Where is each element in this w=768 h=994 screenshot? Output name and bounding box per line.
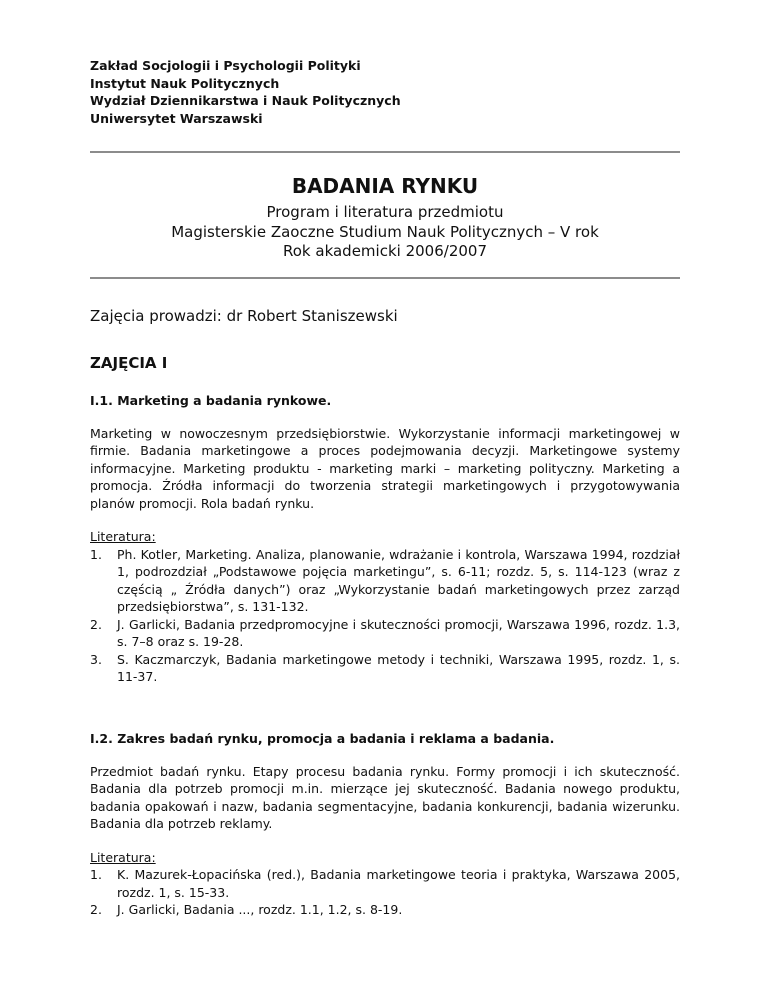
topic-description: Marketing w nowoczesnym przedsiębiorstwie. Wykorzystanie informacji marketingowej w firmie. Badania marketingowe a proces podejmowania decyzji. Marketingowe systemy informacyjne. Marketing produktu - marketing marki – marketing polityczny. Marketing a promocja. Źródła informacji do tworzenia strategii marketingowych i przygotowywania planów promocji. Rola badań rynku. xyxy=(90,425,680,511)
literature-item-text: J. Garlicki, Badania ..., rozdz. 1.1, 1.2, s. 8-19. xyxy=(117,902,403,917)
literature-item xyxy=(90,651,680,686)
institution-line-faculty: Wydział Dziennikarstwa i Nauk Politycznych xyxy=(90,93,401,108)
section-title: ZAJĘCIA I xyxy=(90,353,168,372)
literature-item-number: 1. xyxy=(90,546,102,562)
literature-item xyxy=(90,901,680,919)
subtitle-program: Program i literatura przedmiotu xyxy=(266,203,504,221)
document-page xyxy=(90,57,680,919)
literature-item-text: K. Mazurek-Łopacińska (red.), Badania marketingowe teoria i praktyka, Warszawa 2005, rozdz. 1, s. 15-33. xyxy=(117,867,680,900)
topic-description: Przedmiot badań rynku. Etapy procesu badania rynku. Formy promocji i ich skuteczność. Badania dla potrzeb promocji m.in. mierzące jej skuteczność. Badania nowego produktu, badania opakowań i nazw, badania segmentacyjne, badania konkurencji, badania wizerunku. Badania dla potrzeb reklamy. xyxy=(90,763,680,831)
institution-line-department: Zakład Socjologii i Psychologii Polityki xyxy=(90,58,361,73)
literature-item xyxy=(90,616,680,651)
institution-line-institute: Instytut Nauk Politycznych xyxy=(90,75,280,91)
topic-block xyxy=(90,392,680,686)
literature-heading: Literatura: xyxy=(90,529,156,544)
literature-item xyxy=(90,546,680,616)
literature-item-number: 1. xyxy=(90,867,102,882)
instructor-line: Zajęcia prowadzi: dr Robert Staniszewski xyxy=(90,306,398,325)
literature-item-number: 2. xyxy=(90,616,102,632)
course-title: BADANIA RYNKU xyxy=(291,174,479,198)
literature-item-number: 3. xyxy=(90,651,102,667)
literature-heading: Literatura: xyxy=(90,849,156,865)
bottom-divider xyxy=(90,277,680,279)
institution-line-university: Uniwersytet Warszawski xyxy=(90,110,263,126)
topic-block xyxy=(90,730,680,919)
institution-header xyxy=(90,57,680,127)
topic-title: I.1. Marketing a badania rynkowe. xyxy=(90,392,332,408)
literature-item-text: Ph. Kotler, Marketing. Analiza, planowanie, wdrażanie i kontrola, Warszawa 1994, rozdział 1, podrozdział „Podstawowe pojęcia marketingu”, s. 6-11; rozdz. 5, s. 114-123 (wraz z częścią „ Źródła danych”) oraz „Wykorzystanie badań marketingowych przez zarząd przedsiębiorstwa”, s. 131-132. xyxy=(117,546,680,614)
title-block xyxy=(90,173,680,262)
top-divider xyxy=(90,151,680,153)
literature-item xyxy=(90,866,680,901)
subtitle-academic-year: Rok akademicki 2006/2007 xyxy=(283,242,487,260)
literature-item-text: S. Kaczmarczyk, Badania marketingowe metody i techniki, Warszawa 1995, rozdz. 1, s. 11-37. xyxy=(117,651,680,684)
literature-list xyxy=(90,866,680,919)
literature-list xyxy=(90,546,680,686)
subtitle-studies: Magisterskie Zaoczne Studium Nauk Politycznych – V rok xyxy=(171,222,599,241)
literature-item-text: J. Garlicki, Badania przedpromocyjne i skuteczności promocji, Warszawa 1996, rozdz. 1.3, s. 7–8 oraz s. 19-28. xyxy=(117,616,680,649)
topic-title: I.2. Zakres badań rynku, promocja a badania i reklama a badania. xyxy=(90,730,555,746)
literature-item-number: 2. xyxy=(90,902,102,917)
